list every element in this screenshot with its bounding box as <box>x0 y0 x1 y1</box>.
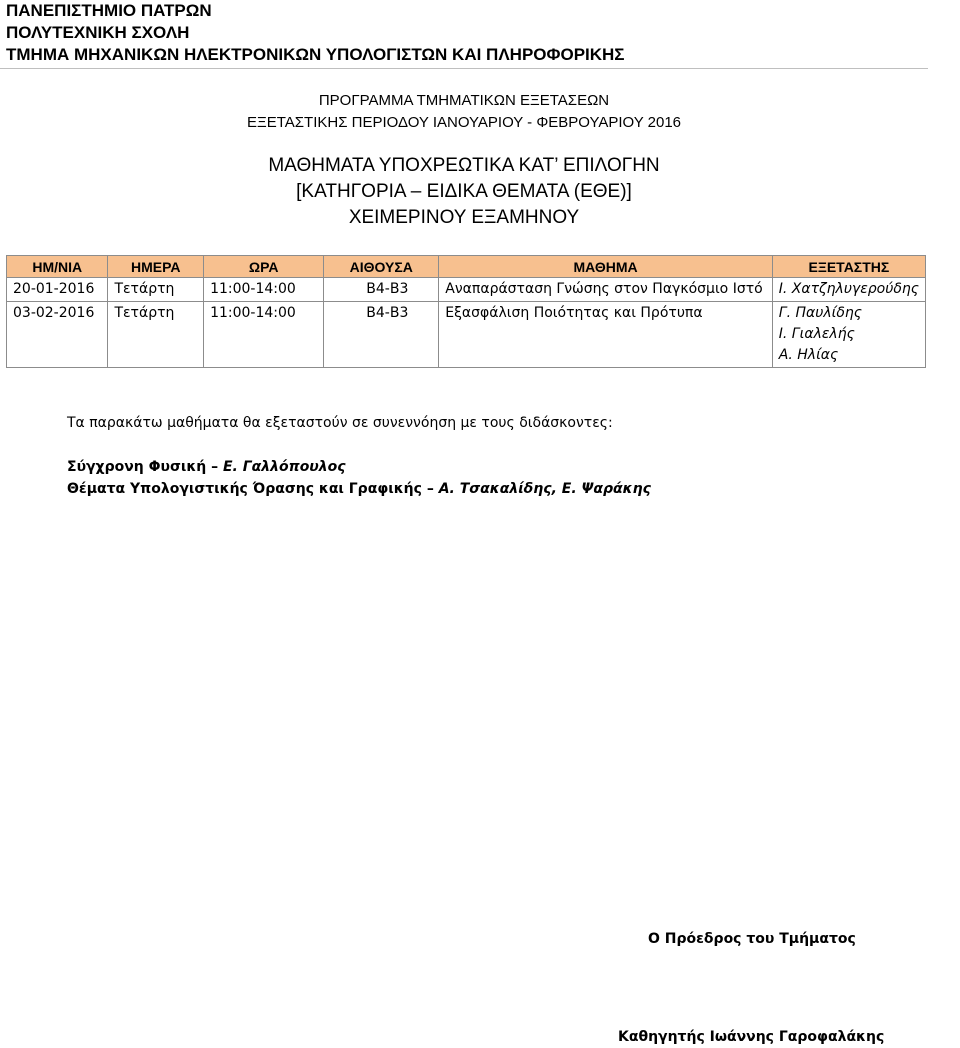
school-name: ΠΟΛΥΤΕΧΝΙΚΗ ΣΧΟΛΗ <box>6 23 190 42</box>
column-header-date: ΗΜ/ΝΙΑ <box>7 256 108 278</box>
cell-room: Β4-Β3 <box>324 278 439 302</box>
table-row <box>7 302 926 368</box>
course-name: Θέματα Υπολογιστικής Όρασης και Γραφικής <box>67 481 422 497</box>
examiner-name: Ι. Γιαλελής <box>778 326 855 342</box>
cell-time: 11:00-14:00 <box>204 302 324 368</box>
cell-course: Αναπαράσταση Γνώσης στον Παγκόσμιο Ιστό <box>439 278 773 302</box>
table-row <box>7 278 926 302</box>
program-title-line2: ΕΞΕΤΑΣΤΙΚΗΣ ΠΕΡΙΟΔΟΥ ΙΑΝΟΥΑΡΙΟΥ - ΦΕΒΡΟΥΑΡΙΟΥ 2016 <box>246 114 682 131</box>
cell-room: Β4-Β3 <box>324 302 439 368</box>
signature-name: Καθηγητής Ιωάννης Γαροφαλάκης <box>618 1029 885 1045</box>
category-title <box>0 153 928 231</box>
university-name: ΠΑΝΕΠΙΣΤΗΜΙΟ ΠΑΤΡΩΝ <box>6 1 212 20</box>
cell-course: Εξασφάλιση Ποιότητας και Πρότυπα <box>439 302 773 368</box>
exam-schedule-table <box>6 255 926 368</box>
cell-time: 11:00-14:00 <box>204 278 324 302</box>
arrangement-note: Τα παρακάτω μαθήματα θα εξεταστούν σε συνεννόηση με τους διδάσκοντες: <box>67 415 613 431</box>
header-divider <box>0 68 928 69</box>
category-title-line3: ΧΕΙΜΕΡΙΝΟΥ ΕΞΑΜΗΝΟΥ <box>348 207 580 228</box>
column-header-examiner: ΕΞΕΤΑΣΤΗΣ <box>772 256 925 278</box>
examiner-name: Ι. Χατζηλυγερούδης <box>778 281 919 297</box>
cell-day: Τετάρτη <box>108 278 204 302</box>
examiner-name: Γ. Παυλίδης <box>778 305 863 321</box>
column-header-course: ΜΑΘΗΜΑ <box>439 256 773 278</box>
table-header-row <box>7 256 926 278</box>
list-item <box>67 478 651 500</box>
cell-examiner <box>772 278 925 302</box>
department-name: ΤΜΗΜΑ ΜΗΧΑΝΙΚΩΝ ΗΛΕΚΤΡΟΝΙΚΩΝ ΥΠΟΛΟΓΙΣΤΩΝ ΚΑΙ ΠΛΗΡΟΦΟΡΙΚΗΣ <box>6 45 625 64</box>
list-item <box>67 456 651 478</box>
teacher-name: Α. Τσακαλίδης, Ε. Ψαράκης <box>438 481 651 497</box>
column-header-day: ΗΜΕΡΑ <box>108 256 204 278</box>
teacher-name: Ε. Γαλλόπουλος <box>222 459 346 475</box>
column-header-time: ΩΡΑ <box>204 256 324 278</box>
cell-date: 20-01-2016 <box>7 278 108 302</box>
examiner-name: Α. Ηλίας <box>778 347 839 363</box>
category-title-line1: ΜΑΘΗΜΑΤΑ ΥΠΟΧΡΕΩΤΙΚΑ ΚΑΤ’ ΕΠΙΛΟΓΗΝ <box>268 155 660 176</box>
cell-day: Τετάρτη <box>108 302 204 368</box>
program-title-line1: ΠΡΟΓΡΑΜΜΑ ΤΜΗΜΑΤΙΚΩΝ ΕΞΕΤΑΣΕΩΝ <box>318 92 610 109</box>
dash-separator: – <box>426 481 434 497</box>
document-header <box>6 0 926 66</box>
cell-examiner <box>772 302 925 368</box>
dash-separator: – <box>211 459 219 475</box>
signature-role: Ο Πρόεδρος του Τμήματος <box>648 931 856 947</box>
program-title <box>0 90 928 134</box>
course-name: Σύγχρονη Φυσική <box>67 459 207 475</box>
category-title-line2: [ΚΑΤΗΓΟΡΙΑ – ΕΙΔΙΚΑ ΘΕΜΑΤΑ (ΕΘΕ)] <box>296 181 632 202</box>
column-header-room: ΑΙΘΟΥΣΑ <box>324 256 439 278</box>
other-courses-list <box>67 456 651 500</box>
cell-date: 03-02-2016 <box>7 302 108 368</box>
